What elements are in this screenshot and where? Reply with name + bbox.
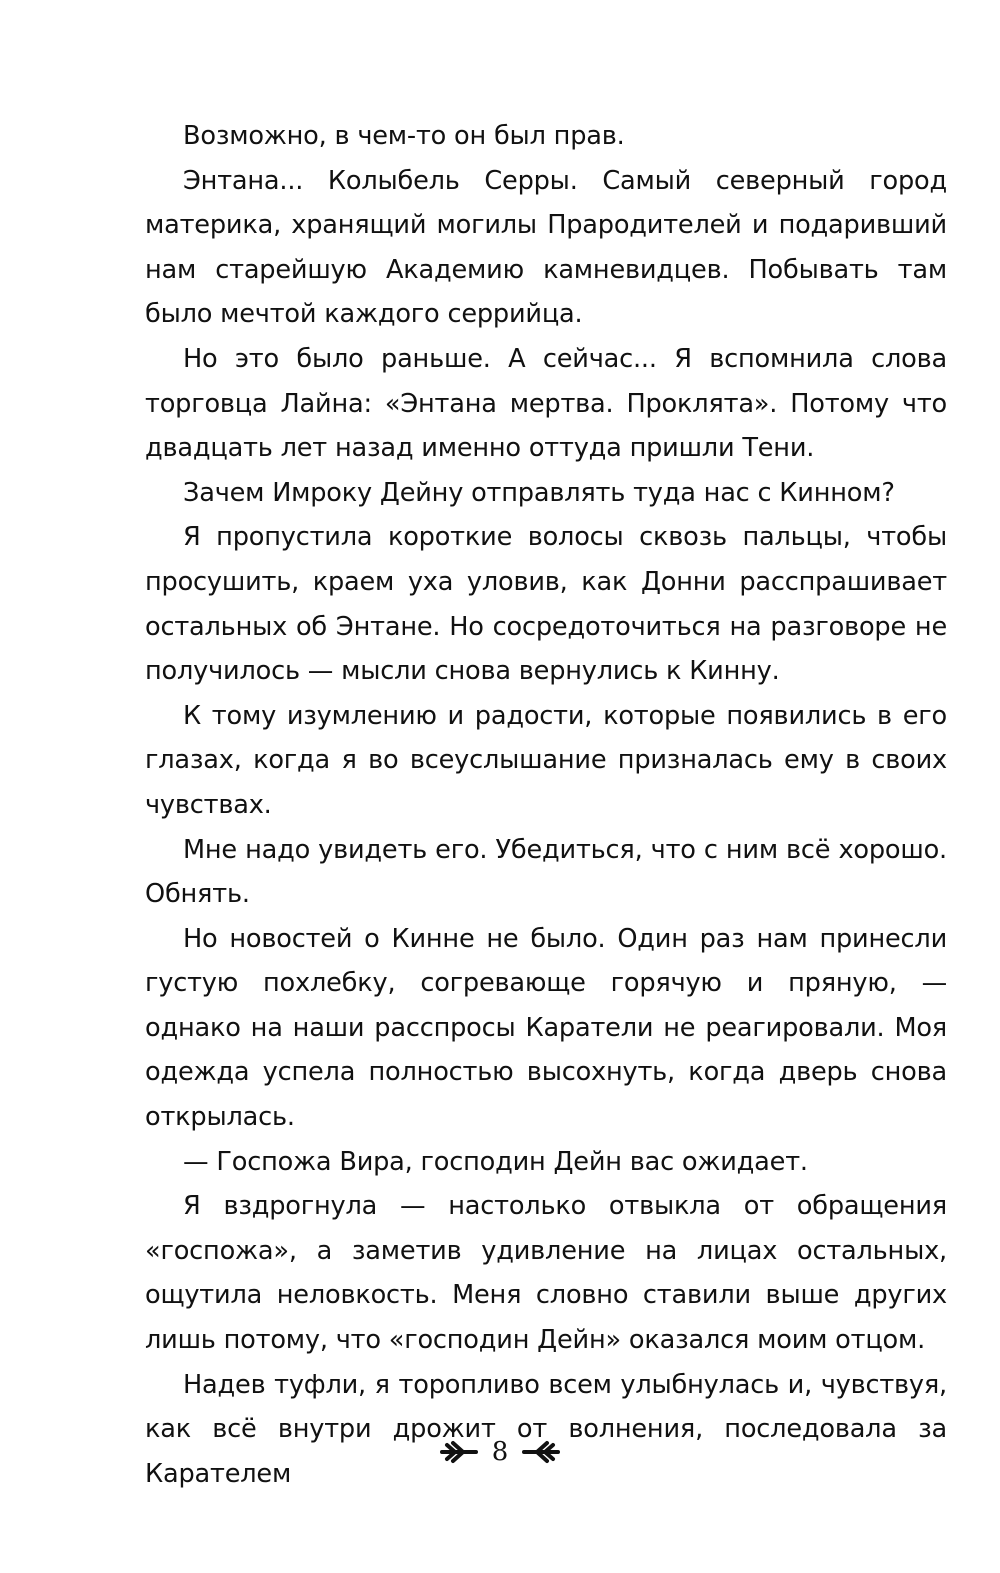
paragraph-3: Но это было раньше. А сейчас... Я вспомнила слова торговца Лайна: «Энтана мертва. Проклята». Потому что двадцать лет назад именно оттуда пришли Тени. <box>145 343 947 464</box>
page-footer <box>0 1430 1000 1474</box>
paragraph-6: К тому изумлению и радости, которые появились в его глазах, когда я во всеуслышание призналась ему в своих чувствах. <box>145 700 947 820</box>
page-number: 8 <box>491 1437 509 1467</box>
paragraph-5: Я пропустила короткие волосы сквозь пальцы, чтобы просушить, краем уха уловив, как Донни расспрашивает остальных об Энтане. Но сосредоточиться на разговоре не получилось — мысли снова вернулись к Кинну. <box>145 522 947 687</box>
right-pointing-ornament-icon <box>440 1440 478 1464</box>
paragraph-11: Надев туфли, я торопливо всем улыбнулась и, чувствуя, как всё внутри дрожит от волнения, последовала за Карателем <box>145 1369 947 1489</box>
paragraph-10: Я вздрогнула — настолько отвыкла от обращения «госпожа», а заметив удивление на лицах остальных, ощутила неловкость. Меня словно ставили выше других лишь потому, что «господин Дейн» оказался моим отцом. <box>145 1191 947 1356</box>
paragraph-2: Энтана... Колыбель Серры. Самый северный город материка, хранящий могилы Прародителей и подаривший нам старейшую Академию камневидцев. Побывать там было мечтой каждого серрийца. <box>145 165 947 330</box>
paragraph-8: Но новостей о Кинне не было. Один раз нам принесли густую похлебку, согревающе горячую и пряную, — однако на наши расспросы Каратели не реагировали. Моя одежда успела полностью высохнуть, когда дверь снова открылась. <box>145 923 947 1133</box>
paragraph-1: Возможно, в чем-то он был прав. <box>183 121 625 151</box>
left-pointing-ornament-icon <box>522 1440 560 1464</box>
paragraph-9: — Госпожа Вира, господин Дейн вас ожидает. <box>183 1146 808 1177</box>
paragraph-4: Зачем Имроку Дейну отправлять туда нас с Кинном? <box>183 477 895 508</box>
page-text <box>145 114 947 1496</box>
paragraph-7: Мне надо увидеть его. Убедиться, что с ним всё хорошо. Обнять. <box>145 834 947 910</box>
